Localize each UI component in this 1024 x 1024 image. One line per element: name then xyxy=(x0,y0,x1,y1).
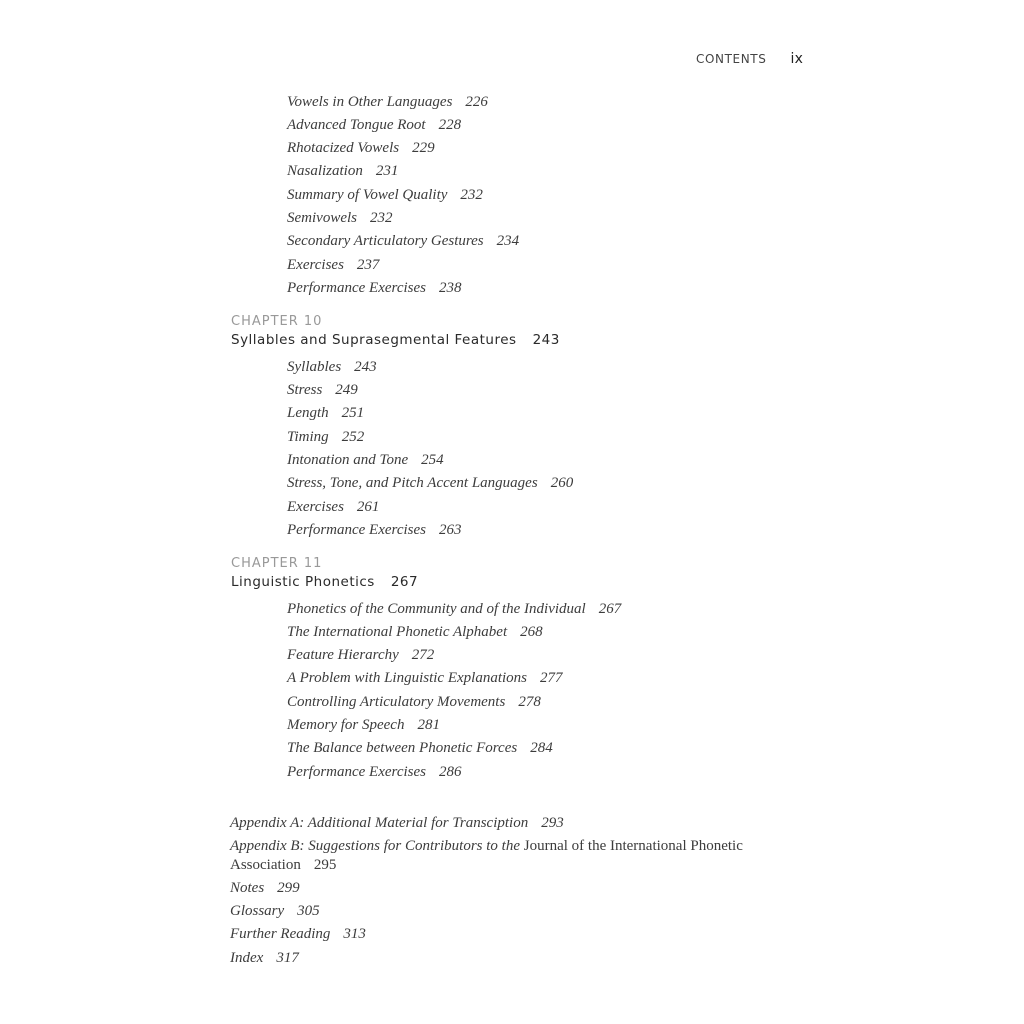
toc-entry xyxy=(287,522,461,539)
entry-page: 251 xyxy=(341,405,365,421)
entry-page: 268 xyxy=(520,624,543,640)
entry-title: Vowels in Other Languages xyxy=(287,94,453,110)
entry-title: Phonetics of the Community and of the Individual xyxy=(287,601,586,617)
toc-entry xyxy=(287,475,573,492)
entry-title: Secondary Articulatory Gestures xyxy=(287,233,484,249)
toc-entry xyxy=(287,257,379,274)
entry-title: The International Phonetic Alphabet xyxy=(287,624,508,640)
entry-page: 272 xyxy=(411,647,435,663)
entry-page: 232 xyxy=(460,187,483,203)
back-matter-item xyxy=(230,880,300,897)
entry-page: 228 xyxy=(438,117,462,133)
entry-title: Syllables xyxy=(287,359,342,375)
toc-entry xyxy=(287,740,553,757)
entry-title: Controlling Articulatory Movements xyxy=(287,694,506,710)
entry-title: Advanced Tongue Root xyxy=(287,117,426,133)
toc-entry xyxy=(287,452,444,469)
back-matter-item xyxy=(230,926,366,943)
entry-page: 229 xyxy=(412,140,435,156)
chapter-title xyxy=(231,332,560,348)
toc-entry xyxy=(287,117,461,134)
chapter-title-text: Linguistic Phonetics xyxy=(231,574,375,590)
toc-entry xyxy=(287,601,621,618)
entry-title: Memory for Speech xyxy=(287,717,405,733)
chapter-page: 243 xyxy=(532,332,560,348)
running-head-section: CONTENTS xyxy=(696,52,767,66)
toc-entry xyxy=(287,670,563,687)
toc-entry xyxy=(287,280,461,297)
appendix-b xyxy=(230,837,750,875)
entry-title: Length xyxy=(287,405,329,421)
toc-entry xyxy=(287,359,377,376)
back-matter-page: 299 xyxy=(277,880,300,896)
entry-page: 260 xyxy=(550,475,574,491)
running-head xyxy=(696,51,803,67)
entry-page: 237 xyxy=(356,257,380,273)
entry-title: Intonation and Tone xyxy=(287,452,409,468)
entry-page: 286 xyxy=(438,764,462,780)
entry-page: 277 xyxy=(540,670,563,686)
chapter-label: CHAPTER 11 xyxy=(231,556,323,571)
appendix-a-title: Appendix A: Additional Material for Transciption xyxy=(230,815,529,831)
chapter-title-text: Syllables and Suprasegmental Features xyxy=(231,332,517,348)
back-matter-page: 313 xyxy=(343,926,366,942)
toc-entry xyxy=(287,140,435,157)
entry-title: Exercises xyxy=(287,257,344,273)
entry-page: 281 xyxy=(417,717,440,733)
entry-page: 254 xyxy=(421,452,444,468)
appendix-b-page: 295 xyxy=(313,857,337,873)
entry-title: Performance Exercises xyxy=(287,280,426,296)
page-number: ix xyxy=(790,51,804,67)
entry-page: 249 xyxy=(335,382,358,398)
back-matter-item xyxy=(230,950,299,967)
toc-entry xyxy=(287,717,440,734)
toc-entry xyxy=(287,382,358,399)
toc-entry xyxy=(287,405,364,422)
back-matter-item xyxy=(230,903,320,920)
entry-title: Stress, Tone, and Pitch Accent Languages xyxy=(287,475,538,491)
entry-page: 232 xyxy=(369,210,393,226)
back-matter-page: 305 xyxy=(297,903,320,919)
toc-entry xyxy=(287,94,488,111)
entry-title: Summary of Vowel Quality xyxy=(287,187,448,203)
appendix-a-page: 293 xyxy=(541,815,564,831)
entry-page: 252 xyxy=(341,429,365,445)
entry-title: Timing xyxy=(287,429,329,445)
appendix-a xyxy=(230,815,564,832)
toc-entry xyxy=(287,163,398,180)
entry-page: 278 xyxy=(518,694,541,710)
entry-title: Stress xyxy=(287,382,323,398)
entry-title: Performance Exercises xyxy=(287,764,426,780)
toc-entry xyxy=(287,429,364,446)
entry-title: Performance Exercises xyxy=(287,522,426,538)
back-matter-title: Notes xyxy=(230,880,265,896)
back-matter-page: 317 xyxy=(276,950,299,966)
entry-page: 261 xyxy=(356,499,380,515)
toc-entry xyxy=(287,499,379,516)
entry-page: 243 xyxy=(354,359,377,375)
entry-title: Rhotacized Vowels xyxy=(287,140,400,156)
chapter-title xyxy=(231,574,418,590)
appendix-b-title-lead: Appendix B: Suggestions for Contributors to the xyxy=(230,838,520,854)
entry-page: 267 xyxy=(598,601,622,617)
entry-page: 234 xyxy=(496,233,520,249)
entry-page: 226 xyxy=(465,94,488,110)
toc-entry xyxy=(287,210,392,227)
entry-page: 238 xyxy=(438,280,462,296)
entry-title: The Balance between Phonetic Forces xyxy=(287,740,518,756)
entry-page: 284 xyxy=(530,740,553,756)
toc-entry xyxy=(287,764,461,781)
toc-entry xyxy=(287,694,541,711)
chapter-label: CHAPTER 10 xyxy=(231,314,323,329)
entry-page: 263 xyxy=(438,522,462,538)
back-matter-title: Further Reading xyxy=(230,926,331,942)
toc-entry xyxy=(287,647,434,664)
toc-entry xyxy=(287,233,519,250)
toc-entry xyxy=(287,187,483,204)
back-matter-title: Glossary xyxy=(230,903,285,919)
chapter-page: 267 xyxy=(390,574,419,590)
entry-page: 231 xyxy=(375,163,399,179)
toc-entry xyxy=(287,624,543,641)
entry-title: Nasalization xyxy=(287,163,363,179)
entry-title: Feature Hierarchy xyxy=(287,647,399,663)
entry-title: Semivowels xyxy=(287,210,357,226)
entry-title: Exercises xyxy=(287,499,344,515)
back-matter-title: Index xyxy=(230,950,264,966)
entry-title: A Problem with Linguistic Explanations xyxy=(287,670,527,686)
appendix-b-journal: Journal of the International Phonetic Association xyxy=(230,838,743,873)
